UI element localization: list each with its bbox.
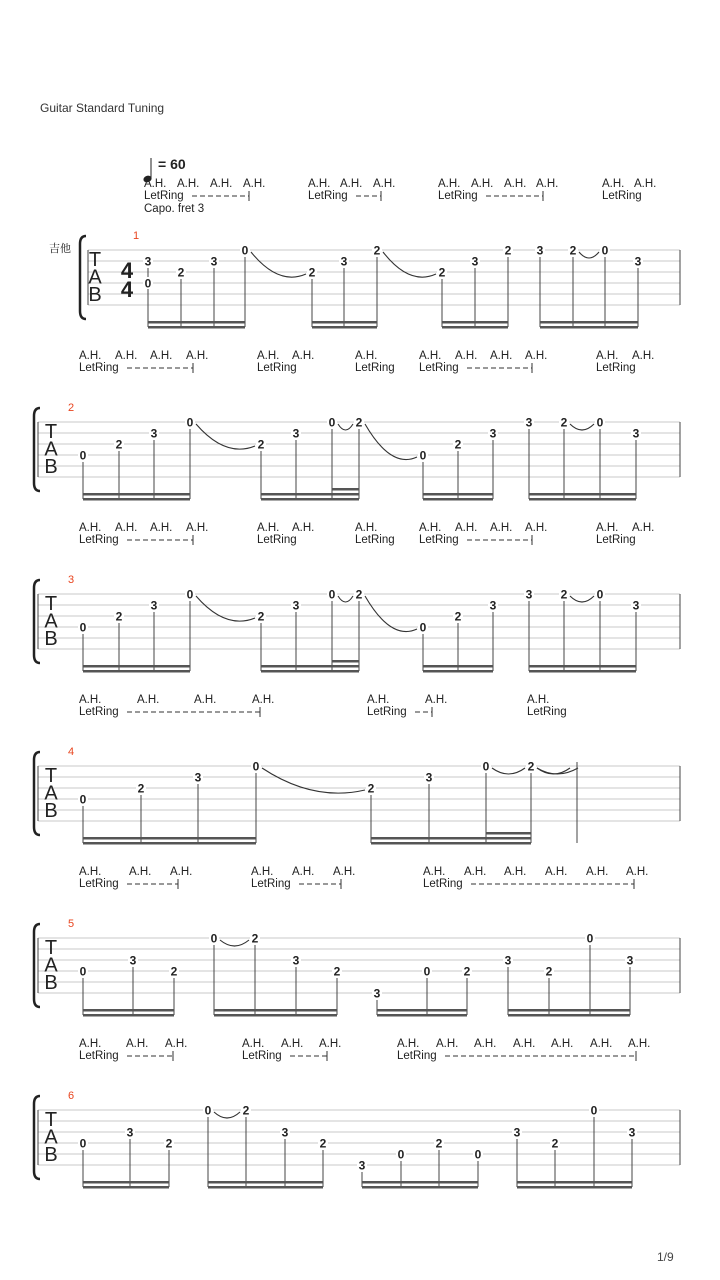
beam-primary bbox=[362, 1186, 478, 1189]
tie-arc bbox=[570, 424, 594, 430]
harmonic-mark: A.H. bbox=[436, 1038, 459, 1050]
harmonic-mark: A.H. bbox=[628, 1038, 651, 1050]
fret-number: 0 bbox=[590, 1103, 598, 1118]
tie-arc bbox=[383, 252, 436, 277]
harmonic-mark: A.H. bbox=[194, 694, 217, 706]
harmonic-mark: A.H. bbox=[79, 522, 102, 534]
measure-number: 6 bbox=[68, 1090, 75, 1102]
fret-number: 2 bbox=[115, 437, 123, 452]
system-bracket bbox=[34, 752, 40, 835]
harmonic-mark: A.H. bbox=[308, 178, 331, 190]
harmonic-mark: A.H. bbox=[79, 866, 102, 878]
harmonic-mark: A.H. bbox=[257, 350, 280, 362]
fret-number: 2 bbox=[560, 587, 568, 602]
fret-number: 3 bbox=[292, 426, 300, 441]
harmonic-mark: A.H. bbox=[373, 178, 396, 190]
system-bracket bbox=[34, 924, 40, 1007]
fret-number: 0 bbox=[423, 964, 431, 979]
fret-number: 0 bbox=[596, 587, 604, 602]
fret-number: 0 bbox=[186, 587, 194, 602]
fret-number: 0 bbox=[241, 243, 249, 258]
fret-number: 3 bbox=[628, 1125, 636, 1140]
fret-number: 2 bbox=[177, 265, 185, 280]
let-ring-mark: LetRing bbox=[144, 190, 184, 202]
fret-number: 2 bbox=[257, 609, 265, 624]
fret-number: 2 bbox=[438, 265, 446, 280]
fret-number: 3 bbox=[536, 243, 544, 258]
harmonic-mark: A.H. bbox=[596, 350, 619, 362]
tab-clef-letter: T bbox=[44, 765, 58, 787]
fret-number: 2 bbox=[454, 609, 462, 624]
fret-number: 2 bbox=[373, 243, 381, 258]
beam-secondary bbox=[83, 837, 256, 840]
harmonic-mark: A.H. bbox=[79, 694, 102, 706]
tab-clef-letter: A bbox=[44, 610, 58, 633]
tie-arc bbox=[338, 424, 353, 430]
tie-arc bbox=[492, 768, 525, 774]
let-ring-mark: LetRing bbox=[251, 878, 291, 890]
fret-number: 0 bbox=[397, 1147, 405, 1162]
fret-number: 0 bbox=[79, 964, 87, 979]
harmonic-mark: A.H. bbox=[590, 1038, 613, 1050]
beam-secondary bbox=[83, 1009, 174, 1012]
measure-number: 1 bbox=[133, 230, 140, 242]
tie-arc bbox=[251, 252, 306, 277]
fret-number: 3 bbox=[126, 1125, 134, 1140]
fret-number: 3 bbox=[340, 254, 348, 269]
beam-primary bbox=[442, 326, 508, 329]
tab-clef-letter: B bbox=[44, 456, 58, 478]
tie-arc bbox=[220, 940, 249, 946]
harmonic-mark: A.H. bbox=[525, 522, 548, 534]
fret-number: 0 bbox=[144, 276, 152, 291]
beam-secondary bbox=[540, 321, 638, 324]
harmonic-mark: A.H. bbox=[455, 350, 478, 362]
harmonic-mark: A.H. bbox=[419, 350, 442, 362]
tie-arc bbox=[214, 1112, 240, 1118]
fret-number: 2 bbox=[170, 964, 178, 979]
fret-number: 3 bbox=[144, 254, 152, 269]
beam-secondary bbox=[261, 665, 359, 668]
beam-secondary bbox=[517, 1181, 632, 1184]
beam-secondary bbox=[83, 665, 190, 668]
fret-number: 0 bbox=[79, 1136, 87, 1151]
beam-primary bbox=[508, 1014, 630, 1017]
let-ring-mark: LetRing bbox=[355, 362, 395, 374]
measure-number: 4 bbox=[68, 746, 75, 758]
beam-primary bbox=[83, 1186, 169, 1189]
fret-number: 3 bbox=[129, 953, 137, 968]
fret-number: 2 bbox=[435, 1136, 443, 1151]
harmonic-mark: A.H. bbox=[115, 350, 138, 362]
tab-system bbox=[34, 866, 680, 1017]
harmonic-mark: A.H. bbox=[423, 866, 446, 878]
let-ring-mark: LetRing bbox=[79, 878, 119, 890]
harmonic-mark: A.H. bbox=[632, 522, 655, 534]
fret-number: 3 bbox=[489, 598, 497, 613]
fret-number: 2 bbox=[333, 964, 341, 979]
beam-secondary bbox=[214, 1009, 337, 1012]
harmonic-mark: A.H. bbox=[464, 866, 487, 878]
fret-number: 3 bbox=[281, 1125, 289, 1140]
beam-secondary bbox=[377, 1009, 467, 1012]
fret-number: 0 bbox=[204, 1103, 212, 1118]
fret-number: 0 bbox=[419, 448, 427, 463]
fret-number: 0 bbox=[601, 243, 609, 258]
instrument-label: 吉他 bbox=[49, 243, 71, 255]
fret-number: 2 bbox=[463, 964, 471, 979]
harmonic-mark: A.H. bbox=[425, 694, 448, 706]
harmonic-mark: A.H. bbox=[144, 178, 167, 190]
fret-number: 0 bbox=[596, 415, 604, 430]
system-bracket bbox=[80, 236, 86, 319]
harmonic-mark: A.H. bbox=[474, 1038, 497, 1050]
harmonic-mark: A.H. bbox=[333, 866, 356, 878]
tab-system bbox=[34, 1038, 680, 1189]
beam-secondary bbox=[529, 493, 636, 496]
fret-number: 2 bbox=[319, 1136, 327, 1151]
fret-number: 2 bbox=[504, 243, 512, 258]
harmonic-mark: A.H. bbox=[257, 522, 280, 534]
beam-secondary bbox=[423, 493, 493, 496]
tab-clef-letter: T bbox=[44, 421, 58, 443]
fret-number: 0 bbox=[419, 620, 427, 635]
tie-arc bbox=[196, 596, 255, 621]
harmonic-mark: A.H. bbox=[177, 178, 200, 190]
capo-label: Capo. fret 3 bbox=[144, 203, 205, 215]
fret-number: 3 bbox=[489, 426, 497, 441]
fret-number: 3 bbox=[150, 426, 158, 441]
measure-number: 5 bbox=[68, 918, 75, 930]
beam-secondary bbox=[261, 493, 359, 496]
system-bracket bbox=[34, 580, 40, 663]
system-bracket bbox=[34, 1096, 40, 1179]
harmonic-mark: A.H. bbox=[281, 1038, 304, 1050]
let-ring-mark: LetRing bbox=[602, 190, 642, 202]
beam-primary bbox=[377, 1014, 467, 1017]
fret-number: 2 bbox=[551, 1136, 559, 1151]
fret-number: 0 bbox=[252, 759, 260, 774]
system-bracket bbox=[34, 408, 40, 491]
tie-arc bbox=[196, 424, 255, 449]
harmonic-mark: A.H. bbox=[150, 522, 173, 534]
let-ring-mark: LetRing bbox=[79, 534, 119, 546]
tuning-label: Guitar Standard Tuning bbox=[40, 101, 165, 115]
tab-clef-letter: B bbox=[44, 1144, 58, 1166]
let-ring-mark: LetRing bbox=[596, 362, 636, 374]
harmonic-mark: A.H. bbox=[490, 350, 513, 362]
let-ring-mark: LetRing bbox=[257, 534, 297, 546]
fret-number: 3 bbox=[626, 953, 634, 968]
time-signature-top: 4 bbox=[120, 258, 134, 283]
harmonic-mark: A.H. bbox=[504, 866, 527, 878]
harmonic-mark: A.H. bbox=[319, 1038, 342, 1050]
harmonic-mark: A.H. bbox=[626, 866, 649, 878]
fret-number: 0 bbox=[79, 620, 87, 635]
tab-clef-letter: T bbox=[44, 937, 58, 959]
tab-system bbox=[34, 694, 680, 845]
fret-number: 3 bbox=[471, 254, 479, 269]
beam-secondary bbox=[508, 1009, 630, 1012]
harmonic-mark: A.H. bbox=[170, 866, 193, 878]
fret-number: 0 bbox=[482, 759, 490, 774]
fret-number: 0 bbox=[586, 931, 594, 946]
let-ring-mark: LetRing bbox=[527, 706, 567, 718]
tab-system bbox=[34, 522, 680, 673]
harmonic-mark: A.H. bbox=[634, 178, 657, 190]
tab-clef-letter: A bbox=[44, 1126, 58, 1149]
harmonic-mark: A.H. bbox=[137, 694, 160, 706]
harmonic-mark: A.H. bbox=[419, 522, 442, 534]
beam-primary bbox=[529, 498, 636, 501]
fret-number: 3 bbox=[358, 1158, 366, 1173]
harmonic-mark: A.H. bbox=[471, 178, 494, 190]
fret-number: 2 bbox=[367, 781, 375, 796]
tab-clef-letter: B bbox=[44, 628, 58, 650]
let-ring-mark: LetRing bbox=[242, 1050, 282, 1062]
harmonic-mark: A.H. bbox=[355, 522, 378, 534]
tab-system bbox=[80, 178, 680, 329]
fret-number: 0 bbox=[474, 1147, 482, 1162]
beam-tertiary bbox=[332, 488, 359, 491]
fret-number: 2 bbox=[257, 437, 265, 452]
harmonic-mark: A.H. bbox=[602, 178, 625, 190]
fret-number: 3 bbox=[292, 953, 300, 968]
tie-arc bbox=[338, 596, 353, 602]
harmonic-mark: A.H. bbox=[438, 178, 461, 190]
tab-system bbox=[34, 350, 680, 501]
beam-secondary bbox=[148, 321, 245, 324]
harmonic-mark: A.H. bbox=[551, 1038, 574, 1050]
fret-number: 0 bbox=[328, 587, 336, 602]
let-ring-mark: LetRing bbox=[308, 190, 348, 202]
fret-number: 3 bbox=[292, 598, 300, 613]
harmonic-mark: A.H. bbox=[586, 866, 609, 878]
beam-primary bbox=[371, 842, 531, 845]
fret-number: 2 bbox=[545, 964, 553, 979]
harmonic-mark: A.H. bbox=[243, 178, 266, 190]
beam-secondary bbox=[442, 321, 508, 324]
fret-number: 3 bbox=[634, 254, 642, 269]
tab-clef-letter: A bbox=[44, 438, 58, 461]
beam-tertiary bbox=[332, 660, 359, 663]
tab-clef-letter: B bbox=[44, 972, 58, 994]
tab-clef-letter: T bbox=[44, 593, 58, 615]
harmonic-mark: A.H. bbox=[292, 350, 315, 362]
beam-tertiary bbox=[486, 832, 531, 835]
harmonic-mark: A.H. bbox=[490, 522, 513, 534]
tempo-text: = 60 bbox=[158, 156, 186, 172]
harmonic-mark: A.H. bbox=[397, 1038, 420, 1050]
fret-number: 3 bbox=[632, 426, 640, 441]
fret-number: 2 bbox=[137, 781, 145, 796]
harmonic-mark: A.H. bbox=[632, 350, 655, 362]
fret-number: 2 bbox=[251, 931, 259, 946]
tie-arc bbox=[365, 424, 417, 460]
harmonic-mark: A.H. bbox=[186, 522, 209, 534]
let-ring-mark: LetRing bbox=[397, 1050, 437, 1062]
fret-number: 2 bbox=[560, 415, 568, 430]
beam-secondary bbox=[529, 665, 636, 668]
fret-number: 3 bbox=[525, 587, 533, 602]
fret-number: 2 bbox=[165, 1136, 173, 1151]
fret-number: 2 bbox=[355, 415, 363, 430]
beam-secondary bbox=[312, 321, 377, 324]
let-ring-mark: LetRing bbox=[423, 878, 463, 890]
fret-number: 3 bbox=[425, 770, 433, 785]
fret-number: 2 bbox=[242, 1103, 250, 1118]
beam-primary bbox=[540, 326, 638, 329]
fret-number: 0 bbox=[79, 448, 87, 463]
beam-primary bbox=[529, 670, 636, 673]
harmonic-mark: A.H. bbox=[513, 1038, 536, 1050]
harmonic-mark: A.H. bbox=[596, 522, 619, 534]
beam-secondary bbox=[423, 665, 493, 668]
fret-number: 3 bbox=[210, 254, 218, 269]
let-ring-mark: LetRing bbox=[79, 706, 119, 718]
beam-primary bbox=[423, 498, 493, 501]
beam-primary bbox=[83, 842, 256, 845]
harmonic-mark: A.H. bbox=[536, 178, 559, 190]
harmonic-mark: A.H. bbox=[504, 178, 527, 190]
let-ring-mark: LetRing bbox=[79, 362, 119, 374]
let-ring-mark: LetRing bbox=[596, 534, 636, 546]
fret-number: 2 bbox=[308, 265, 316, 280]
page-indicator: 1/9 bbox=[657, 1250, 674, 1264]
tie-arc bbox=[570, 596, 594, 602]
fret-number: 2 bbox=[115, 609, 123, 624]
tab-clef-letter: B bbox=[44, 800, 58, 822]
fret-number: 3 bbox=[150, 598, 158, 613]
beam-secondary bbox=[208, 1181, 323, 1184]
beam-secondary bbox=[362, 1181, 478, 1184]
let-ring-mark: LetRing bbox=[257, 362, 297, 374]
tab-clef-letter: A bbox=[88, 266, 102, 289]
beam-secondary bbox=[83, 493, 190, 496]
let-ring-mark: LetRing bbox=[419, 534, 459, 546]
time-signature-bottom: 4 bbox=[120, 277, 134, 302]
harmonic-mark: A.H. bbox=[165, 1038, 188, 1050]
fret-number: 3 bbox=[504, 953, 512, 968]
measure-number: 3 bbox=[68, 574, 75, 586]
fret-number: 0 bbox=[186, 415, 194, 430]
let-ring-mark: LetRing bbox=[355, 534, 395, 546]
tie-arc bbox=[579, 252, 599, 258]
fret-number: 2 bbox=[355, 587, 363, 602]
harmonic-mark: A.H. bbox=[126, 1038, 149, 1050]
fret-number: 3 bbox=[513, 1125, 521, 1140]
tab-clef-letter: B bbox=[88, 284, 102, 306]
beam-primary bbox=[517, 1186, 632, 1189]
beam-primary bbox=[214, 1014, 337, 1017]
beam-primary bbox=[83, 1014, 174, 1017]
harmonic-mark: A.H. bbox=[251, 866, 274, 878]
harmonic-mark: A.H. bbox=[292, 866, 315, 878]
let-ring-mark: LetRing bbox=[419, 362, 459, 374]
tie-arc bbox=[365, 596, 417, 632]
let-ring-mark: LetRing bbox=[438, 190, 478, 202]
tab-clef-letter: A bbox=[44, 954, 58, 977]
harmonic-mark: A.H. bbox=[367, 694, 390, 706]
harmonic-mark: A.H. bbox=[242, 1038, 265, 1050]
harmonic-mark: A.H. bbox=[129, 866, 152, 878]
beam-primary bbox=[83, 670, 190, 673]
fret-number: 3 bbox=[525, 415, 533, 430]
let-ring-mark: LetRing bbox=[367, 706, 407, 718]
beam-primary bbox=[261, 498, 359, 501]
harmonic-mark: A.H. bbox=[79, 350, 102, 362]
fret-number: 2 bbox=[569, 243, 577, 258]
beam-primary bbox=[312, 326, 377, 329]
beam-primary bbox=[208, 1186, 323, 1189]
harmonic-mark: A.H. bbox=[340, 178, 363, 190]
measure-number: 2 bbox=[68, 402, 75, 414]
harmonic-mark: A.H. bbox=[292, 522, 315, 534]
beam-primary bbox=[83, 498, 190, 501]
harmonic-mark: A.H. bbox=[150, 350, 173, 362]
fret-number: 3 bbox=[632, 598, 640, 613]
harmonic-mark: A.H. bbox=[525, 350, 548, 362]
harmonic-mark: A.H. bbox=[79, 1038, 102, 1050]
fret-number: 3 bbox=[373, 986, 381, 1001]
harmonic-mark: A.H. bbox=[186, 350, 209, 362]
beam-primary bbox=[423, 670, 493, 673]
harmonic-mark: A.H. bbox=[455, 522, 478, 534]
beam-secondary bbox=[83, 1181, 169, 1184]
harmonic-mark: A.H. bbox=[115, 522, 138, 534]
tab-clef-letter: A bbox=[44, 782, 58, 805]
beam-primary bbox=[261, 670, 359, 673]
tab-clef-letter: T bbox=[88, 249, 102, 271]
harmonic-mark: A.H. bbox=[355, 350, 378, 362]
harmonic-mark: A.H. bbox=[252, 694, 275, 706]
beam-secondary bbox=[371, 837, 531, 840]
beam-primary bbox=[148, 326, 245, 329]
fret-number: 2 bbox=[527, 759, 535, 774]
tie-arc bbox=[262, 768, 365, 793]
fret-number: 3 bbox=[194, 770, 202, 785]
fret-number: 2 bbox=[454, 437, 462, 452]
harmonic-mark: A.H. bbox=[210, 178, 233, 190]
tab-clef-letter: T bbox=[44, 1109, 58, 1131]
fret-number: 0 bbox=[79, 792, 87, 807]
let-ring-mark: LetRing bbox=[79, 1050, 119, 1062]
harmonic-mark: A.H. bbox=[545, 866, 568, 878]
fret-number: 0 bbox=[210, 931, 218, 946]
harmonic-mark: A.H. bbox=[527, 694, 550, 706]
fret-number: 0 bbox=[328, 415, 336, 430]
